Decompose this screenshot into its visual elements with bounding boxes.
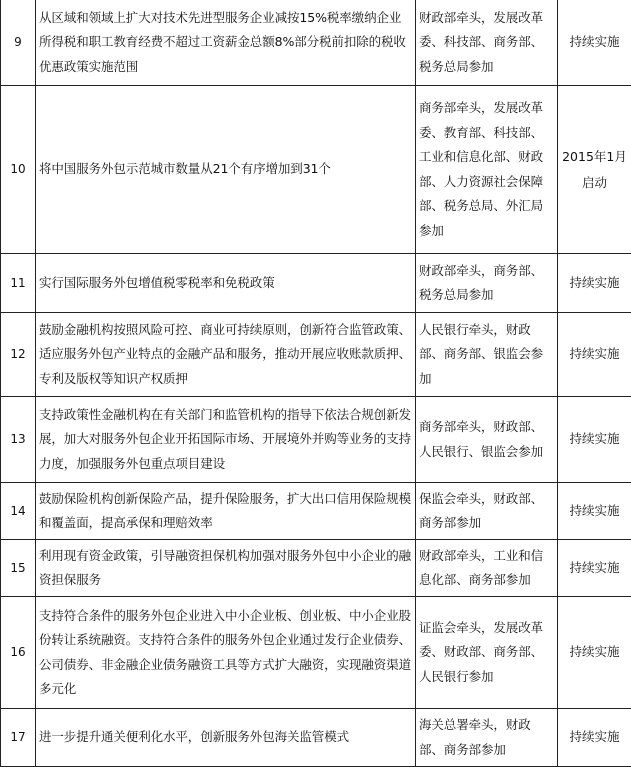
- table-row: [1, 709, 631, 767]
- row-number: 13: [1, 397, 36, 483]
- implementation-time: 持续实施: [558, 254, 631, 313]
- measure-content: 进一步提升通关便利化水平，创新服务外包海关监管模式: [36, 709, 416, 767]
- row-number: 11: [1, 254, 36, 313]
- responsible-departments: 财政部牵头，商务部、税务总局参加: [416, 254, 558, 313]
- table-row: [1, 540, 631, 597]
- implementation-time: 持续实施: [558, 540, 631, 597]
- table-row: [1, 254, 631, 313]
- measure-content: 支持符合条件的服务外包企业进入中小企业板、创业板、中小企业股份转让系统融资。支持符合条件的服务外包企业通过发行企业债券、公司债券、非金融企业债务融资工具等方式扩大融资，实现融资渠道多元化: [36, 597, 416, 709]
- responsible-departments: 海关总署牵头，财政部、商务部参加: [416, 709, 558, 767]
- implementation-time: 2015年1月启动: [558, 86, 631, 254]
- measure-content: 将中国服务外包示范城市数量从21个有序增加到31个: [36, 86, 416, 254]
- measure-content: 利用现有资金政策，引导融资担保机构加强对服务外包中小企业的融资担保服务: [36, 540, 416, 597]
- responsible-departments: 证监会牵头，发展改革委、财政部、商务部、人民银行参加: [416, 597, 558, 709]
- measure-content: 鼓励保险机构创新保险产品，提升保险服务，扩大出口信用保险规模和覆盖面，提高承保和理赔效率: [36, 483, 416, 540]
- measure-content: 实行国际服务外包增值税零税率和免税政策: [36, 254, 416, 313]
- row-number: 9: [1, 0, 36, 86]
- responsible-departments: 保监会牵头，财政部、商务部参加: [416, 483, 558, 540]
- responsible-departments: 商务部牵头，发展改革委、教育部、科技部、工业和信息化部、财政部、人力资源社会保障部、税务总局、外汇局参加: [416, 86, 558, 254]
- row-number: 16: [1, 597, 36, 709]
- row-number: 14: [1, 483, 36, 540]
- table-row: [1, 0, 631, 86]
- row-number: 17: [1, 709, 36, 767]
- implementation-time: 持续实施: [558, 313, 631, 397]
- implementation-time: 持续实施: [558, 597, 631, 709]
- implementation-time: 持续实施: [558, 0, 631, 86]
- implementation-time: 持续实施: [558, 397, 631, 483]
- row-number: 10: [1, 86, 36, 254]
- responsible-departments: 人民银行牵头，财政部、商务部、银监会参加: [416, 313, 558, 397]
- table-row: [1, 86, 631, 254]
- responsible-departments: 商务部牵头，财政部、人民银行、银监会参加: [416, 397, 558, 483]
- table-row: [1, 597, 631, 709]
- measure-content: 鼓励金融机构按照风险可控、商业可持续原则，创新符合监管政策、适应服务外包产业特点的金融产品和服务，推动开展应收账款质押、专利及版权等知识产权质押: [36, 313, 416, 397]
- table-row: [1, 397, 631, 483]
- row-number: 12: [1, 313, 36, 397]
- measure-content: 支持政策性金融机构在有关部门和监管机构的指导下依法合规创新发展，加大对服务外包企业开拓国际市场、开展境外并购等业务的支持力度，加强服务外包重点项目建设: [36, 397, 416, 483]
- responsible-departments: 财政部牵头，发展改革委、科技部、商务部、税务总局参加: [416, 0, 558, 86]
- table-row: [1, 313, 631, 397]
- implementation-time: 持续实施: [558, 709, 631, 767]
- measure-content: 从区域和领域上扩大对技术先进型服务企业减按15%税率缴纳企业所得税和职工教育经费不超过工资薪金总额8%部分税前扣除的税收优惠政策实施范围: [36, 0, 416, 86]
- table-row: [1, 483, 631, 540]
- responsible-departments: 财政部牵头，工业和信息化部、商务部参加: [416, 540, 558, 597]
- implementation-time: 持续实施: [558, 483, 631, 540]
- row-number: 15: [1, 540, 36, 597]
